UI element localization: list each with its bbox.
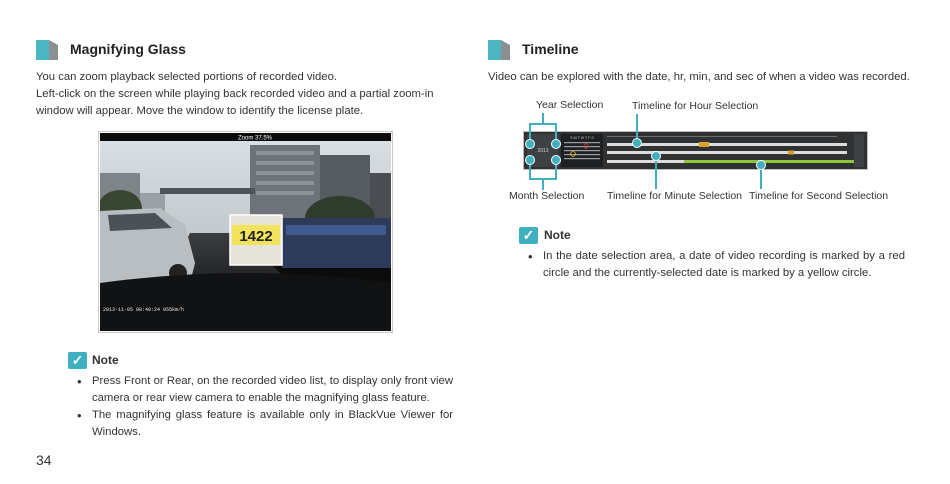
callout-line-month-bottom	[542, 179, 544, 190]
widget-weekdays: S M T W T F S	[570, 136, 594, 140]
video-frame	[100, 133, 391, 331]
widget-year: 2013	[537, 148, 549, 154]
callout-hour-timeline: Timeline for Hour Selection	[632, 100, 759, 112]
callout-second-timeline: Timeline for Second Selection	[749, 190, 889, 202]
timeline-widget-graphic	[524, 132, 867, 169]
callout-minute-timeline: Timeline for Minute Selection	[607, 190, 743, 202]
section-title-timeline: Timeline	[522, 41, 579, 57]
timeline-widget[interactable]	[523, 131, 868, 170]
note-item: • In the date selection area, a date of video recording is marked by a red circle and the currently-selected date is marked by a yellow circle.	[527, 248, 905, 282]
section-title-magnifying-glass: Magnifying Glass	[70, 41, 186, 57]
note-check-icon: ✓	[519, 227, 538, 244]
intro-line-1: You can zoom playback selected portions of recorded video.	[36, 71, 338, 83]
note-list	[76, 373, 453, 441]
callout-dot	[525, 155, 535, 165]
callout-year-selection: Year Selection	[536, 99, 604, 111]
page-number: 34	[36, 452, 52, 468]
note-title: Note	[544, 228, 571, 242]
callout-line-year-top	[542, 113, 544, 124]
timeline-intro: Video can be explored with the date, hr, min, and sec of when a video was recorded.	[488, 71, 910, 83]
callout-dot	[551, 139, 561, 149]
callout-dot	[632, 138, 642, 148]
note-title: Note	[92, 353, 119, 367]
note-item: • Press Front or Rear, on the recorded video list, to display only front view camera or rear view camera to enable the magnifying glass feature.	[76, 373, 453, 407]
intro-text	[36, 69, 456, 120]
note-check-icon: ✓	[68, 352, 87, 369]
intro-line-2: Left-click on the screen while playing back recorded video and a partial zoom-in window will appear. Move the window to identify the license plate.	[36, 88, 434, 117]
video-timestamp: 2013-11-05 08:40:24 055km/h	[103, 307, 185, 313]
callout-dot	[551, 155, 561, 165]
zoom-label: Zoom 37.5%	[237, 135, 273, 142]
section-icon	[36, 40, 58, 60]
callout-dot	[756, 160, 766, 170]
callout-dot	[525, 139, 535, 149]
note-item: • The magnifying glass feature is available only in BlackVue Viewer for Windows.	[76, 407, 453, 441]
callout-dot	[651, 151, 661, 161]
zoom-plate-text: 1422	[239, 228, 273, 245]
note-list	[527, 248, 905, 282]
playback-screenshot	[98, 131, 393, 333]
callout-month-selection: Month Selection	[509, 190, 585, 202]
section-icon	[488, 40, 510, 60]
